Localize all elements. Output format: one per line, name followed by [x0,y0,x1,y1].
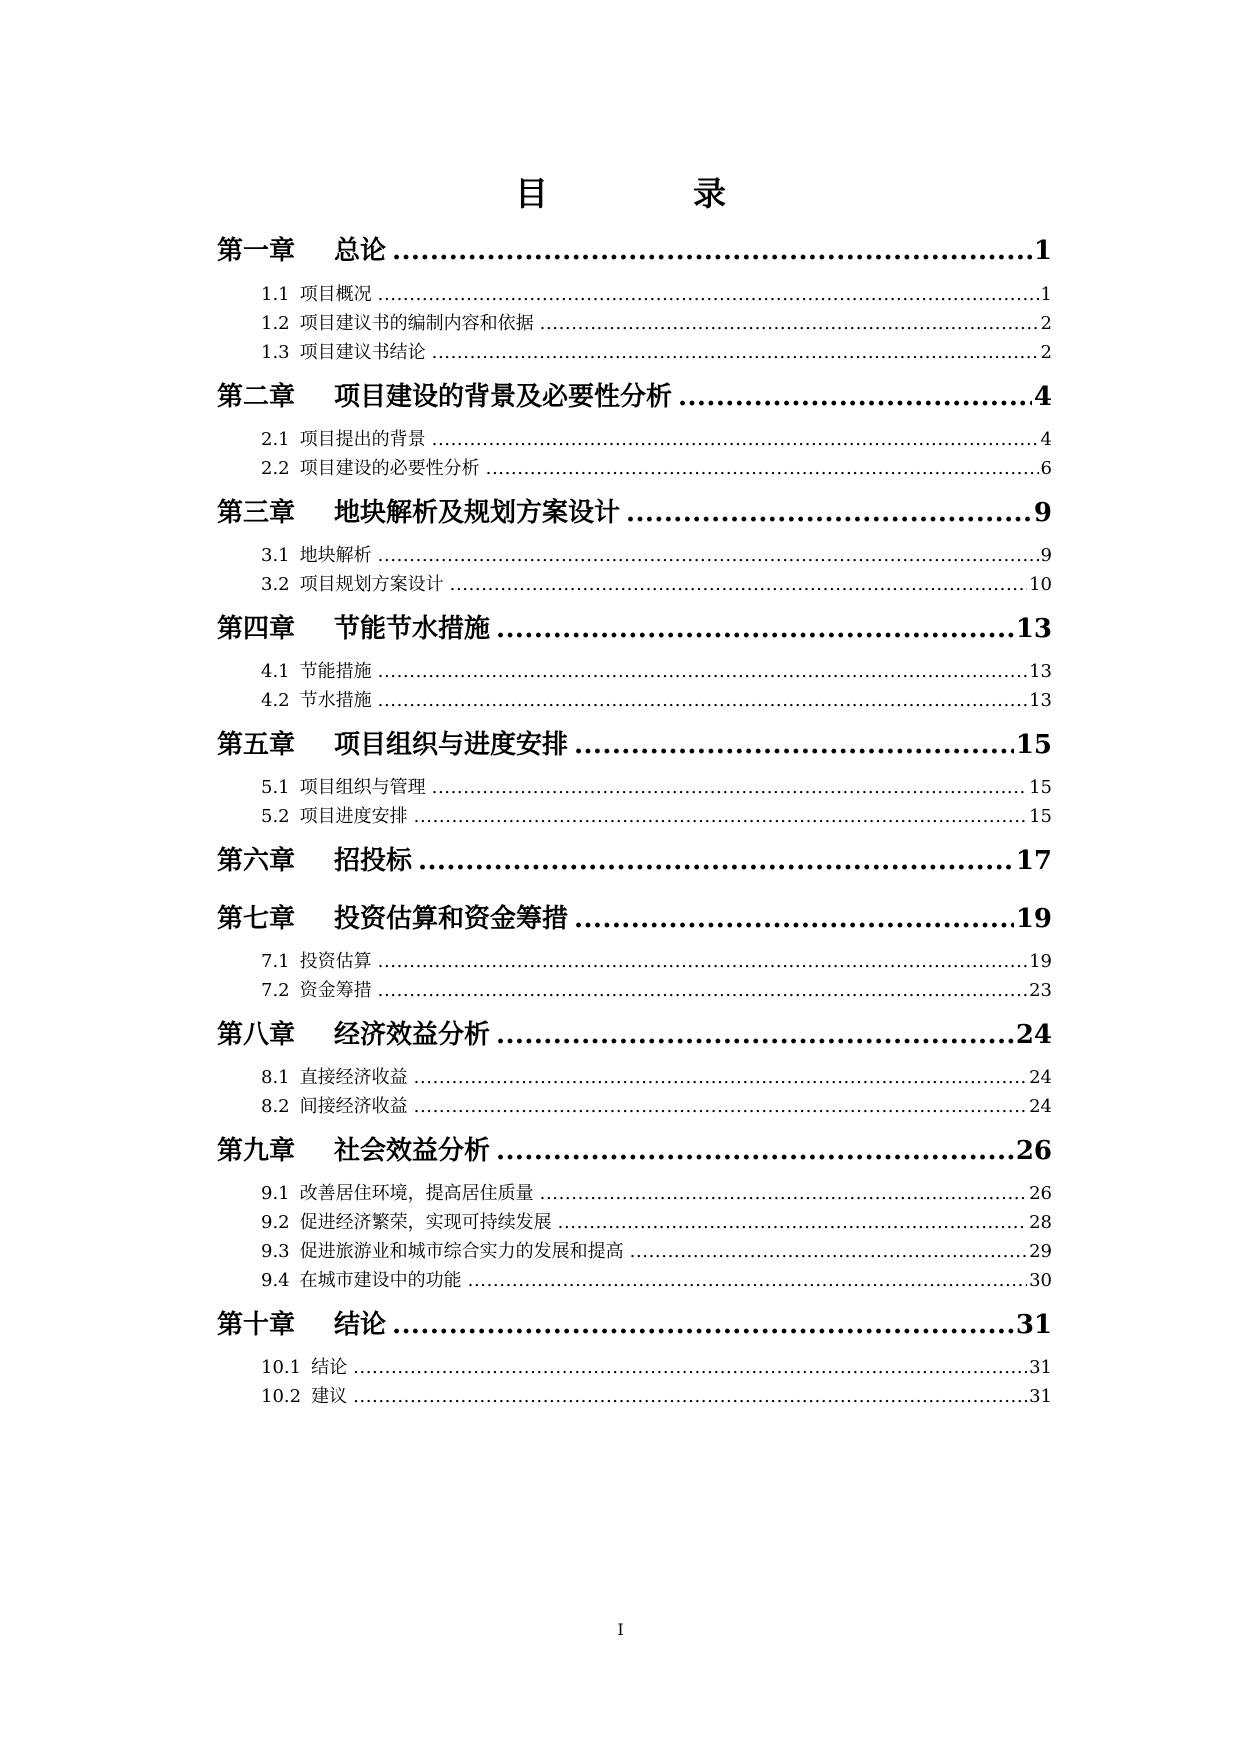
section-title: 项目进度安排 [299,806,408,827]
section-title: 项目建议书结论 [299,342,426,363]
toc-chapter-6[interactable] [217,844,1052,878]
dot-leader [392,1308,1014,1342]
page-number: 9 [1033,498,1052,528]
dot-leader [418,844,1014,878]
page-number: 4 [1040,429,1052,450]
section-number: 9.2 [261,1212,290,1233]
toc-section-2-2[interactable] [261,457,1052,481]
dot-leader [496,1018,1014,1052]
toc-section-7-1[interactable] [261,950,1052,974]
dot-leader [432,341,1039,365]
toc-chapter-9[interactable] [217,1134,1052,1168]
section-title: 项目提出的背景 [299,429,426,450]
dot-leader [558,1211,1027,1235]
section-title: 在城市建设中的功能 [299,1270,462,1291]
page-number: 13 [1029,661,1052,682]
dot-leader [353,1356,1027,1380]
toc-section-4-2[interactable] [261,689,1052,713]
page-number: 17 [1015,846,1052,876]
dot-leader [378,689,1027,713]
toc-chapter-3[interactable] [217,496,1052,530]
section-number: 1.1 [261,284,290,305]
section-number: 5.2 [261,806,290,827]
section-title: 地块解析 [299,545,372,566]
chapter-number: 第七章 [217,904,296,934]
toc-chapter-7[interactable] [217,902,1052,936]
section-title: 项目规划方案设计 [299,574,444,595]
page-number: 15 [1029,777,1052,798]
section-title: 资金筹措 [299,980,372,1001]
dot-leader [468,1269,1027,1293]
page-number: 19 [1015,904,1052,934]
chapter-title: 投资估算和资金筹措 [334,904,569,934]
chapter-title: 招投标 [334,846,413,876]
dot-leader [574,902,1014,936]
toc-section-4-1[interactable] [261,660,1052,684]
section-title: 促进旅游业和城市综合实力的发展和提高 [299,1241,624,1262]
section-title: 项目组织与管理 [299,777,426,798]
page-number: 1 [1040,284,1052,305]
section-title: 投资估算 [299,951,372,972]
toc-section-5-2[interactable] [261,805,1052,829]
dot-leader [414,1095,1027,1119]
page-number: 24 [1015,1020,1052,1050]
section-number: 4.1 [261,661,290,682]
page-number: 23 [1029,980,1052,1001]
section-number: 3.1 [261,545,290,566]
chapter-title: 结论 [334,1310,387,1340]
page-number: 15 [1015,730,1052,760]
page-number: 24 [1029,1067,1052,1088]
section-title: 促进经济繁荣，实现可持续发展 [299,1212,552,1233]
toc-section-9-4[interactable] [261,1269,1052,1293]
dot-leader [432,428,1039,452]
dot-leader [378,283,1039,307]
section-number: 9.3 [261,1241,290,1262]
dot-leader [353,1385,1027,1409]
toc-chapter-5[interactable] [217,728,1052,762]
page-number: 2 [1040,313,1052,334]
page-number: 31 [1015,1310,1052,1340]
toc-section-1-2[interactable] [261,312,1052,336]
toc-section-9-2[interactable] [261,1211,1052,1235]
dot-leader [540,312,1039,336]
chapter-number: 第二章 [217,382,296,412]
chapter-number: 第六章 [217,846,296,876]
section-title: 结论 [311,1357,348,1378]
dot-leader [414,805,1027,829]
section-title: 节能措施 [299,661,372,682]
dot-leader [378,979,1027,1003]
dot-leader [574,728,1014,762]
chapter-number: 第三章 [217,498,296,528]
page-number: 19 [1029,951,1052,972]
section-title: 间接经济收益 [299,1096,408,1117]
page-title: 目 录 [515,174,782,213]
dot-leader [626,496,1032,530]
toc-section-5-1[interactable] [261,776,1052,800]
page-number: 6 [1040,458,1052,479]
page-number: 2 [1040,342,1052,363]
page-footer-number: I [617,1620,624,1639]
section-number: 1.3 [261,342,290,363]
section-number: 8.2 [261,1096,290,1117]
page-number: 24 [1029,1096,1052,1117]
section-title: 项目建设的必要性分析 [299,458,480,479]
section-number: 7.1 [261,951,290,972]
page-number: 26 [1029,1183,1052,1204]
chapter-title: 社会效益分析 [334,1136,491,1166]
section-number: 1.2 [261,313,290,334]
dot-leader [496,1134,1014,1168]
dot-leader [378,950,1027,974]
toc-section-9-1[interactable] [261,1182,1052,1206]
dot-leader [540,1182,1027,1206]
section-title: 改善居住环境，提高居住质量 [299,1183,534,1204]
chapter-title: 项目组织与进度安排 [334,730,569,760]
page-number: 13 [1029,690,1052,711]
toc-chapter-8[interactable] [217,1018,1052,1052]
section-number: 7.2 [261,980,290,1001]
section-number: 9.4 [261,1270,290,1291]
section-number: 9.1 [261,1183,290,1204]
dot-leader [414,1066,1027,1090]
section-title: 项目建议书的编制内容和依据 [299,313,534,334]
page-number: 1 [1033,236,1052,266]
chapter-number: 第八章 [217,1020,296,1050]
toc-section-8-2[interactable] [261,1095,1052,1119]
chapter-number: 第一章 [217,236,296,266]
chapter-title: 总论 [334,236,387,266]
toc-section-9-3[interactable] [261,1240,1052,1264]
page-number: 13 [1015,614,1052,644]
section-number: 2.1 [261,429,290,450]
page-number: 29 [1029,1241,1052,1262]
section-title: 直接经济收益 [299,1067,408,1088]
chapter-title: 项目建设的背景及必要性分析 [334,382,673,412]
toc-section-1-1[interactable] [261,283,1052,307]
chapter-number: 第五章 [217,730,296,760]
page-number: 10 [1029,574,1052,595]
section-number: 8.1 [261,1067,290,1088]
toc-section-3-1[interactable] [261,544,1052,568]
chapter-number: 第十章 [217,1310,296,1340]
page-number: 28 [1029,1212,1052,1233]
dot-leader [496,612,1014,646]
section-number: 2.2 [261,458,290,479]
chapter-number: 第九章 [217,1136,296,1166]
section-title: 节水措施 [299,690,372,711]
dot-leader [630,1240,1027,1264]
toc-chapter-10[interactable] [217,1308,1052,1342]
dot-leader [432,776,1027,800]
page-number: 15 [1029,806,1052,827]
toc-section-1-3[interactable] [261,341,1052,365]
section-number: 5.1 [261,777,290,798]
page-number: 31 [1029,1357,1052,1378]
dot-leader [450,573,1027,597]
toc-section-7-2[interactable] [261,979,1052,1003]
chapter-title: 地块解析及规划方案设计 [334,498,621,528]
toc-section-10-2[interactable] [261,1385,1052,1409]
section-title: 项目概况 [299,284,372,305]
dot-leader [392,234,1032,268]
chapter-title: 节能节水措施 [334,614,491,644]
page-number: 30 [1029,1270,1052,1291]
page-number: 26 [1015,1136,1052,1166]
page-number: 9 [1040,545,1052,566]
toc-chapter-4[interactable] [217,612,1052,646]
section-number: 10.2 [261,1386,302,1407]
chapter-title: 经济效益分析 [334,1020,491,1050]
page-number: 4 [1033,382,1052,412]
dot-leader [678,380,1032,414]
dot-leader [378,660,1027,684]
dot-leader [378,544,1039,568]
toc-section-8-1[interactable] [261,1066,1052,1090]
toc-chapter-1[interactable] [217,234,1052,268]
dot-leader [486,457,1039,481]
section-number: 3.2 [261,574,290,595]
toc-chapter-2[interactable] [217,380,1052,414]
section-number: 10.1 [261,1357,302,1378]
section-title: 建议 [311,1386,348,1407]
toc-section-10-1[interactable] [261,1356,1052,1380]
page-number: 31 [1029,1386,1052,1407]
section-number: 4.2 [261,690,290,711]
chapter-number: 第四章 [217,614,296,644]
toc-section-2-1[interactable] [261,428,1052,452]
toc-section-3-2[interactable] [261,573,1052,597]
